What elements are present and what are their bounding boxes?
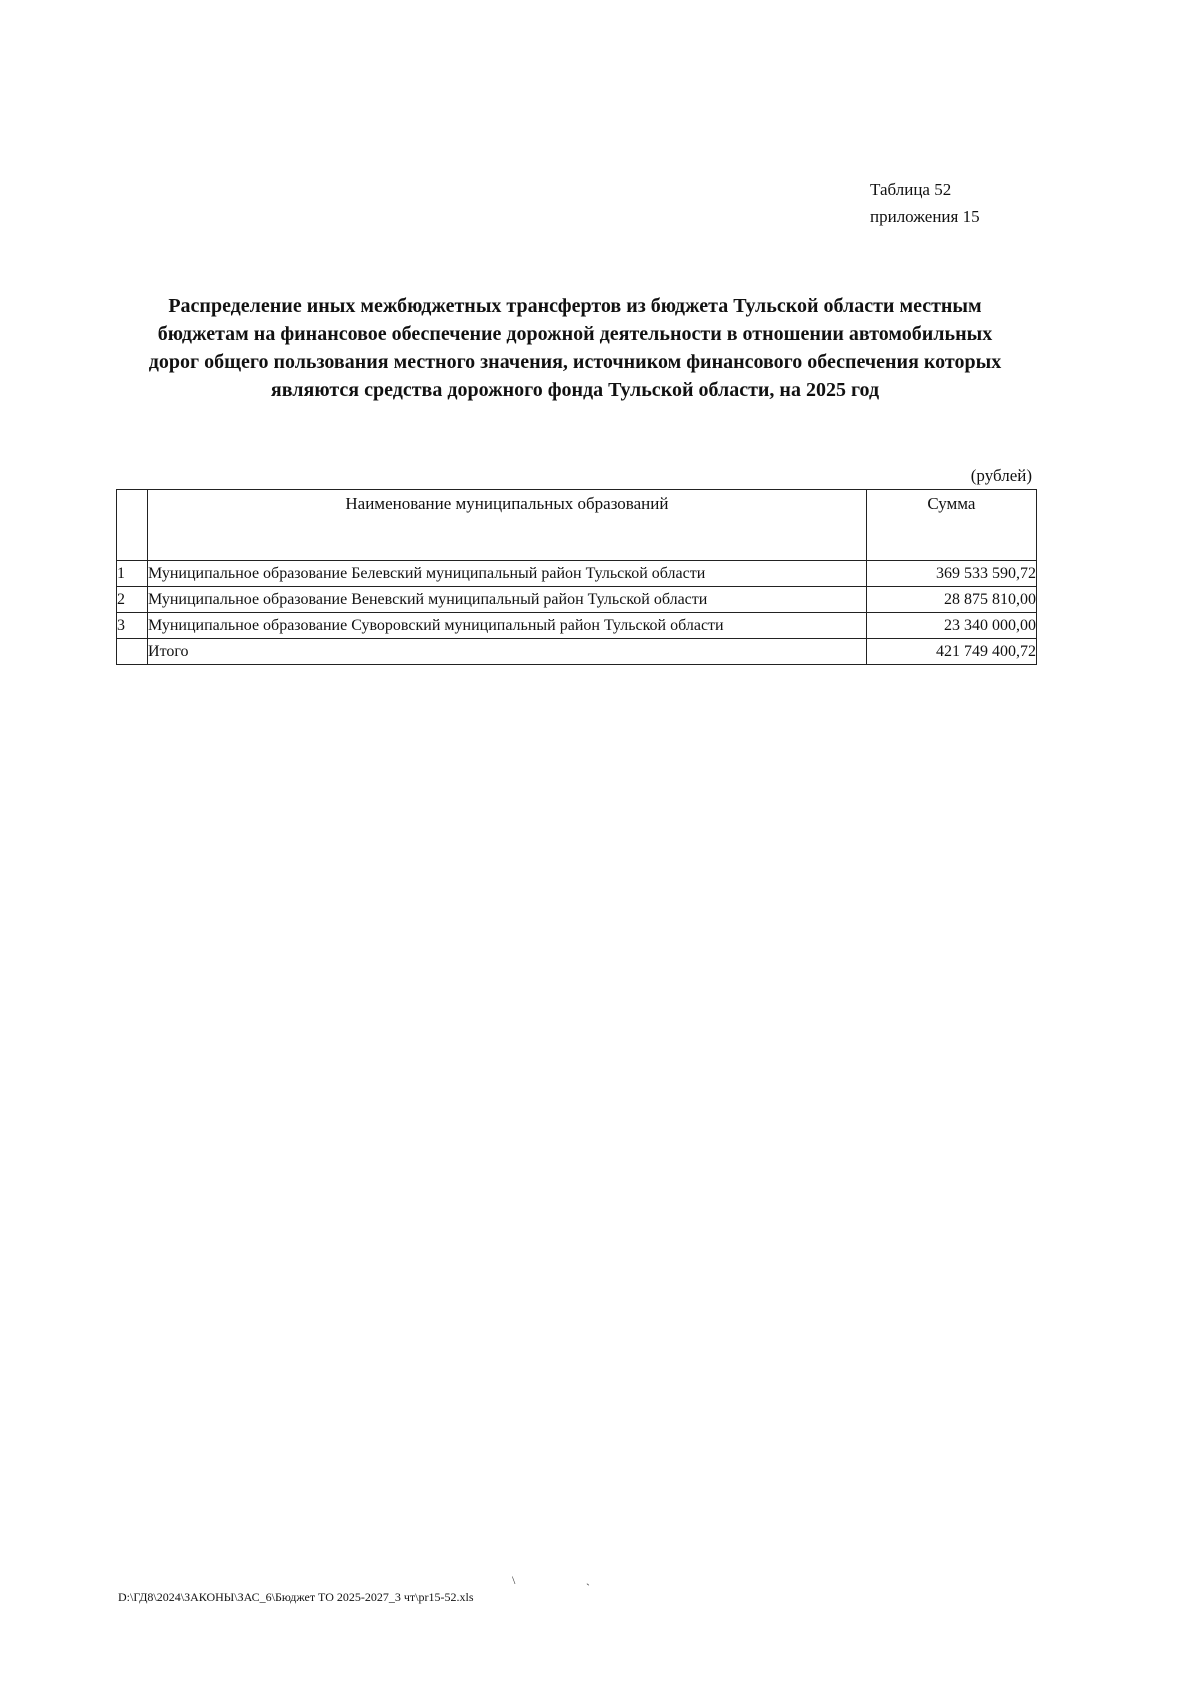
total-sum: 421 749 400,72 <box>866 639 1036 665</box>
scan-artifact-dot: ˋ <box>586 1581 590 1595</box>
sum-column-header: Сумма <box>866 490 1036 561</box>
units-label: (рублей) <box>970 466 1032 485</box>
transfers-table <box>116 489 1037 665</box>
file-path-footer: D:\ГД8\2024\ЗАКОНЫ\ЗАС_6\Бюджет ТО 2025-2027_3 чт\pr15-52.xls <box>118 1590 474 1604</box>
total-label: Итого <box>148 639 867 665</box>
municipality-name: Муниципальное образование Веневский муниципальный район Тульской области <box>148 587 867 613</box>
number-column-header <box>117 490 148 561</box>
total-number <box>117 639 148 665</box>
municipality-name: Муниципальное образование Белевский муниципальный район Тульской области <box>148 561 867 587</box>
transfer-sum: 23 340 000,00 <box>866 613 1036 639</box>
table-row <box>117 587 1037 613</box>
document-title <box>110 292 1040 404</box>
municipality-name: Муниципальное образование Суворовский муниципальный район Тульской области <box>148 613 867 639</box>
table-reference <box>870 176 980 230</box>
transfer-sum: 369 533 590,72 <box>866 561 1036 587</box>
scan-artifact-mark: \ <box>512 1573 516 1587</box>
row-number: 3 <box>117 613 148 639</box>
appendix-label: приложения 15 <box>870 207 980 226</box>
transfer-sum: 28 875 810,00 <box>866 587 1036 613</box>
title-line-4: являются средства дорожного фонда Тульской области, на 2025 год <box>270 379 880 401</box>
table-number-label: Таблица 52 <box>870 180 952 199</box>
table-row <box>117 561 1037 587</box>
table-header-row <box>117 490 1037 561</box>
row-number: 1 <box>117 561 148 587</box>
name-column-header: Наименование муниципальных образований <box>148 490 867 561</box>
title-line-3: дорог общего пользования местного значения, источником финансового обеспечения которых <box>148 351 1002 373</box>
title-line-1: Распределение иных межбюджетных трансфертов из бюджета Тульской области местным <box>168 295 982 317</box>
row-number: 2 <box>117 587 148 613</box>
total-row <box>117 639 1037 665</box>
table-row <box>117 613 1037 639</box>
title-line-2: бюджетам на финансовое обеспечение дорожной деятельности в отношении автомобильных <box>157 323 993 345</box>
